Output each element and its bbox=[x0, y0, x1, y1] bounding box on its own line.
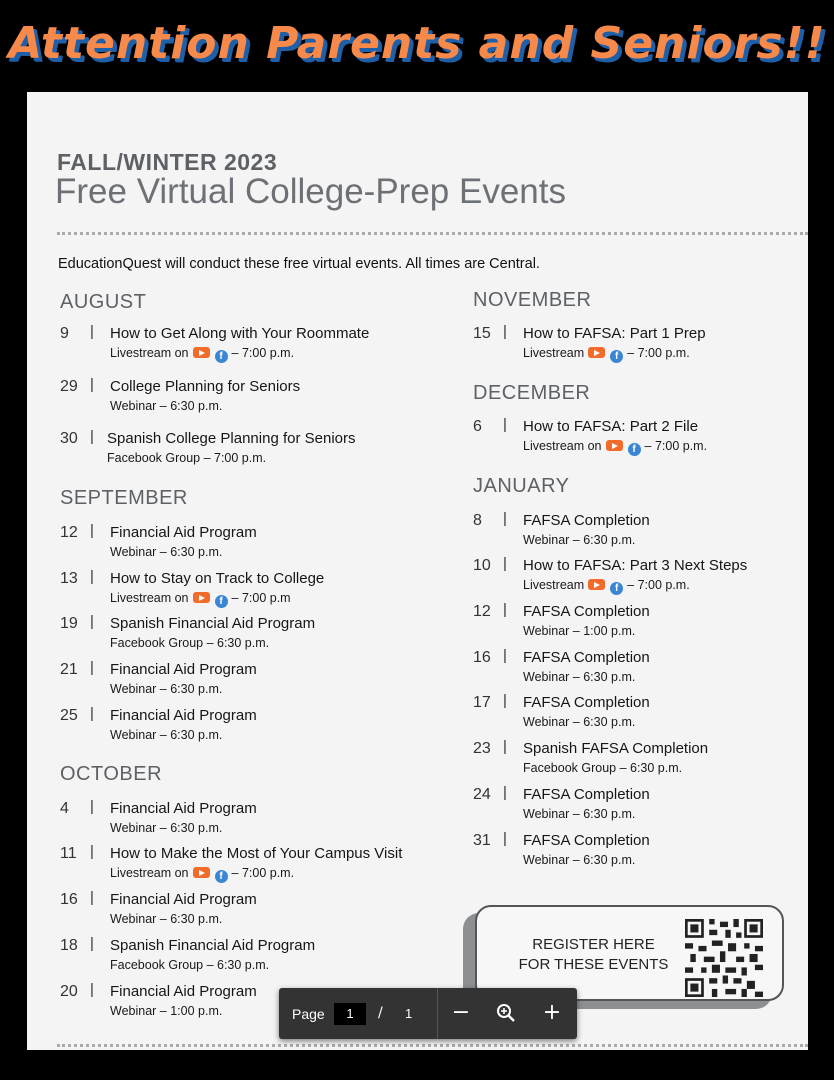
register-box[interactable] bbox=[475, 905, 784, 1001]
pdf-toolbar bbox=[279, 988, 577, 1039]
page-number-input[interactable]: 1 bbox=[334, 1003, 366, 1025]
event-divider: | bbox=[90, 935, 94, 952]
register-line-2: FOR THESE EVENTS bbox=[518, 956, 669, 973]
event-name: FAFSA Completion bbox=[523, 832, 650, 849]
event-time: – 7:00 p.m. bbox=[644, 439, 708, 453]
event-name: Spanish Financial Aid Program bbox=[110, 615, 316, 632]
event-prefix: Livestream on bbox=[110, 346, 189, 360]
event-prefix: Livestream bbox=[523, 346, 585, 360]
event-name: FAFSA Completion bbox=[523, 694, 650, 711]
event-name: How to Make the Most of Your Campus Visit bbox=[110, 845, 403, 862]
event-info bbox=[110, 866, 294, 883]
event-info bbox=[523, 439, 707, 456]
facebook-icon: f bbox=[215, 350, 228, 363]
season-heading: FALL/WINTER 2023 bbox=[57, 149, 278, 175]
month-december: DECEMBER bbox=[473, 382, 591, 404]
document-title: Free Virtual College-Prep Events bbox=[55, 172, 566, 211]
youtube-icon bbox=[193, 592, 210, 603]
event-info: Webinar – 6:30 p.m. bbox=[523, 670, 636, 684]
event-day: 31 bbox=[473, 832, 491, 849]
event-info: Webinar – 1:00 p.m. bbox=[110, 1004, 223, 1018]
event-info: Webinar – 6:30 p.m. bbox=[523, 715, 636, 729]
event-divider: | bbox=[503, 647, 507, 664]
event-info: Facebook Group – 6:30 p.m. bbox=[110, 636, 270, 650]
intro-text: EducationQuest will conduct these free virtual events. All times are Central. bbox=[58, 256, 540, 272]
event-day: 16 bbox=[60, 891, 78, 908]
event-info: Webinar – 1:00 p.m. bbox=[523, 624, 636, 638]
event-divider: | bbox=[90, 981, 94, 998]
event-divider: | bbox=[90, 798, 94, 815]
event-info: Webinar – 6:30 p.m. bbox=[110, 821, 223, 835]
event-info: Facebook Group – 6:30 p.m. bbox=[110, 958, 270, 972]
event-day: 10 bbox=[473, 557, 491, 574]
event-day: 11 bbox=[60, 845, 77, 862]
event-divider: | bbox=[503, 692, 507, 709]
event-divider: | bbox=[503, 830, 507, 847]
event-divider: | bbox=[90, 613, 94, 630]
event-divider: | bbox=[503, 510, 507, 527]
facebook-icon: f bbox=[215, 595, 228, 608]
event-day: 13 bbox=[60, 570, 78, 587]
event-prefix: Livestream bbox=[523, 578, 585, 592]
event-day: 4 bbox=[60, 800, 69, 817]
dotted-divider-bottom bbox=[57, 1044, 808, 1047]
event-info: Facebook Group – 6:30 p.m. bbox=[523, 761, 683, 775]
event-day: 19 bbox=[60, 615, 78, 632]
youtube-icon bbox=[193, 347, 210, 358]
event-name: Financial Aid Program bbox=[110, 661, 257, 678]
event-day: 9 bbox=[60, 325, 69, 342]
facebook-icon: f bbox=[628, 443, 641, 456]
month-september: SEPTEMBER bbox=[60, 487, 188, 509]
event-name: Financial Aid Program bbox=[110, 707, 257, 724]
event-info: Webinar – 6:30 p.m. bbox=[523, 807, 636, 821]
total-pages: 1 bbox=[405, 1006, 413, 1021]
banner-title: Attention Parents and Seniors!! bbox=[8, 18, 826, 69]
page-label: Page bbox=[292, 1006, 325, 1022]
event-divider: | bbox=[503, 784, 507, 801]
event-divider: | bbox=[503, 555, 507, 572]
event-name: How to FAFSA: Part 1 Prep bbox=[523, 325, 706, 342]
youtube-icon bbox=[606, 440, 623, 451]
event-day: 8 bbox=[473, 512, 482, 529]
facebook-icon: f bbox=[215, 870, 228, 883]
event-name: Financial Aid Program bbox=[110, 891, 257, 908]
event-name: Spanish FAFSA Completion bbox=[523, 740, 709, 757]
event-info: Webinar – 6:30 p.m. bbox=[523, 533, 636, 547]
event-name: How to FAFSA: Part 3 Next Steps bbox=[523, 557, 748, 574]
event-time: – 7:00 p.m. bbox=[627, 346, 690, 360]
event-name: How to FAFSA: Part 2 File bbox=[523, 418, 699, 435]
event-name: How to Stay on Track to College bbox=[110, 570, 325, 587]
event-day: 21 bbox=[60, 661, 78, 678]
register-line-1: REGISTER HERE bbox=[532, 936, 655, 953]
event-name: FAFSA Completion bbox=[523, 786, 650, 803]
event-name: Spanish College Planning for Seniors bbox=[107, 430, 356, 447]
event-time: – 7:00 p.m bbox=[231, 591, 291, 605]
event-divider: | bbox=[503, 738, 507, 755]
event-info: Facebook Group – 7:00 p.m. bbox=[107, 451, 267, 465]
event-day: 12 bbox=[473, 603, 491, 620]
youtube-icon bbox=[193, 867, 210, 878]
event-day: 23 bbox=[473, 740, 491, 757]
banner bbox=[0, 0, 834, 92]
event-info bbox=[523, 346, 690, 363]
event-divider: | bbox=[90, 659, 94, 676]
event-info: Webinar – 6:30 p.m. bbox=[110, 728, 223, 742]
month-november: NOVEMBER bbox=[473, 289, 592, 311]
event-time: – 7:00 p.m. bbox=[231, 346, 295, 360]
event-prefix: Livestream on bbox=[110, 866, 189, 880]
toolbar-divider bbox=[437, 988, 438, 1039]
event-name: College Planning for Seniors bbox=[110, 378, 301, 395]
event-info bbox=[523, 578, 690, 595]
event-name: FAFSA Completion bbox=[523, 603, 650, 620]
event-prefix: Livestream on bbox=[110, 591, 189, 605]
qr-code-icon[interactable] bbox=[685, 919, 763, 997]
zoom-out-button[interactable]: − bbox=[451, 1000, 471, 1025]
event-name: FAFSA Completion bbox=[523, 649, 650, 666]
event-day: 18 bbox=[60, 937, 78, 954]
event-divider: | bbox=[90, 428, 94, 445]
event-divider: | bbox=[90, 522, 94, 539]
event-name: FAFSA Completion bbox=[523, 512, 650, 529]
event-divider: | bbox=[90, 376, 94, 393]
magnifier-icon bbox=[496, 1003, 516, 1023]
month-october: OCTOBER bbox=[60, 763, 163, 785]
register-text bbox=[501, 935, 686, 975]
event-divider: | bbox=[90, 889, 94, 906]
event-info: Webinar – 6:30 p.m. bbox=[110, 682, 223, 696]
event-divider: | bbox=[503, 323, 507, 340]
event-day: 6 bbox=[473, 418, 482, 435]
event-day: 24 bbox=[473, 786, 491, 803]
event-divider: | bbox=[90, 323, 94, 340]
event-name: Financial Aid Program bbox=[110, 983, 257, 1000]
event-divider: | bbox=[90, 568, 94, 585]
youtube-icon bbox=[588, 347, 605, 358]
youtube-icon bbox=[588, 579, 605, 590]
event-divider: | bbox=[90, 705, 94, 722]
event-time: – 7:00 p.m. bbox=[231, 866, 295, 880]
document-page bbox=[27, 92, 808, 1050]
event-time: – 7:00 p.m. bbox=[627, 578, 690, 592]
event-info bbox=[110, 346, 294, 363]
event-name: Spanish Financial Aid Program bbox=[110, 937, 316, 954]
facebook-icon: f bbox=[610, 350, 623, 363]
event-name: How to Get Along with Your Roommate bbox=[110, 325, 370, 342]
dotted-divider bbox=[57, 232, 808, 235]
event-name: Financial Aid Program bbox=[110, 524, 257, 541]
event-day: 25 bbox=[60, 707, 78, 724]
event-divider: | bbox=[90, 843, 94, 860]
event-info: Webinar – 6:30 p.m. bbox=[523, 853, 636, 867]
page-separator: / bbox=[378, 1005, 383, 1021]
event-day: 12 bbox=[60, 524, 78, 541]
zoom-icon[interactable] bbox=[491, 998, 521, 1028]
event-prefix: Livestream on bbox=[523, 439, 602, 453]
event-day: 29 bbox=[60, 378, 78, 395]
event-day: 20 bbox=[60, 983, 78, 1000]
month-january: JANUARY bbox=[473, 475, 570, 497]
event-name: Financial Aid Program bbox=[110, 800, 257, 817]
event-info: Webinar – 6:30 p.m. bbox=[110, 912, 223, 926]
event-divider: | bbox=[503, 416, 507, 433]
event-info: Webinar – 6:30 p.m. bbox=[110, 545, 223, 559]
event-day: 30 bbox=[60, 430, 78, 447]
zoom-in-button[interactable]: + bbox=[542, 1000, 562, 1025]
event-day: 15 bbox=[473, 325, 491, 342]
event-divider: | bbox=[503, 601, 507, 618]
event-day: 16 bbox=[473, 649, 491, 666]
event-day: 17 bbox=[473, 694, 491, 711]
event-info bbox=[110, 591, 291, 608]
month-august: AUGUST bbox=[60, 291, 147, 313]
facebook-icon: f bbox=[610, 582, 623, 595]
event-info: Webinar – 6:30 p.m. bbox=[110, 399, 223, 413]
